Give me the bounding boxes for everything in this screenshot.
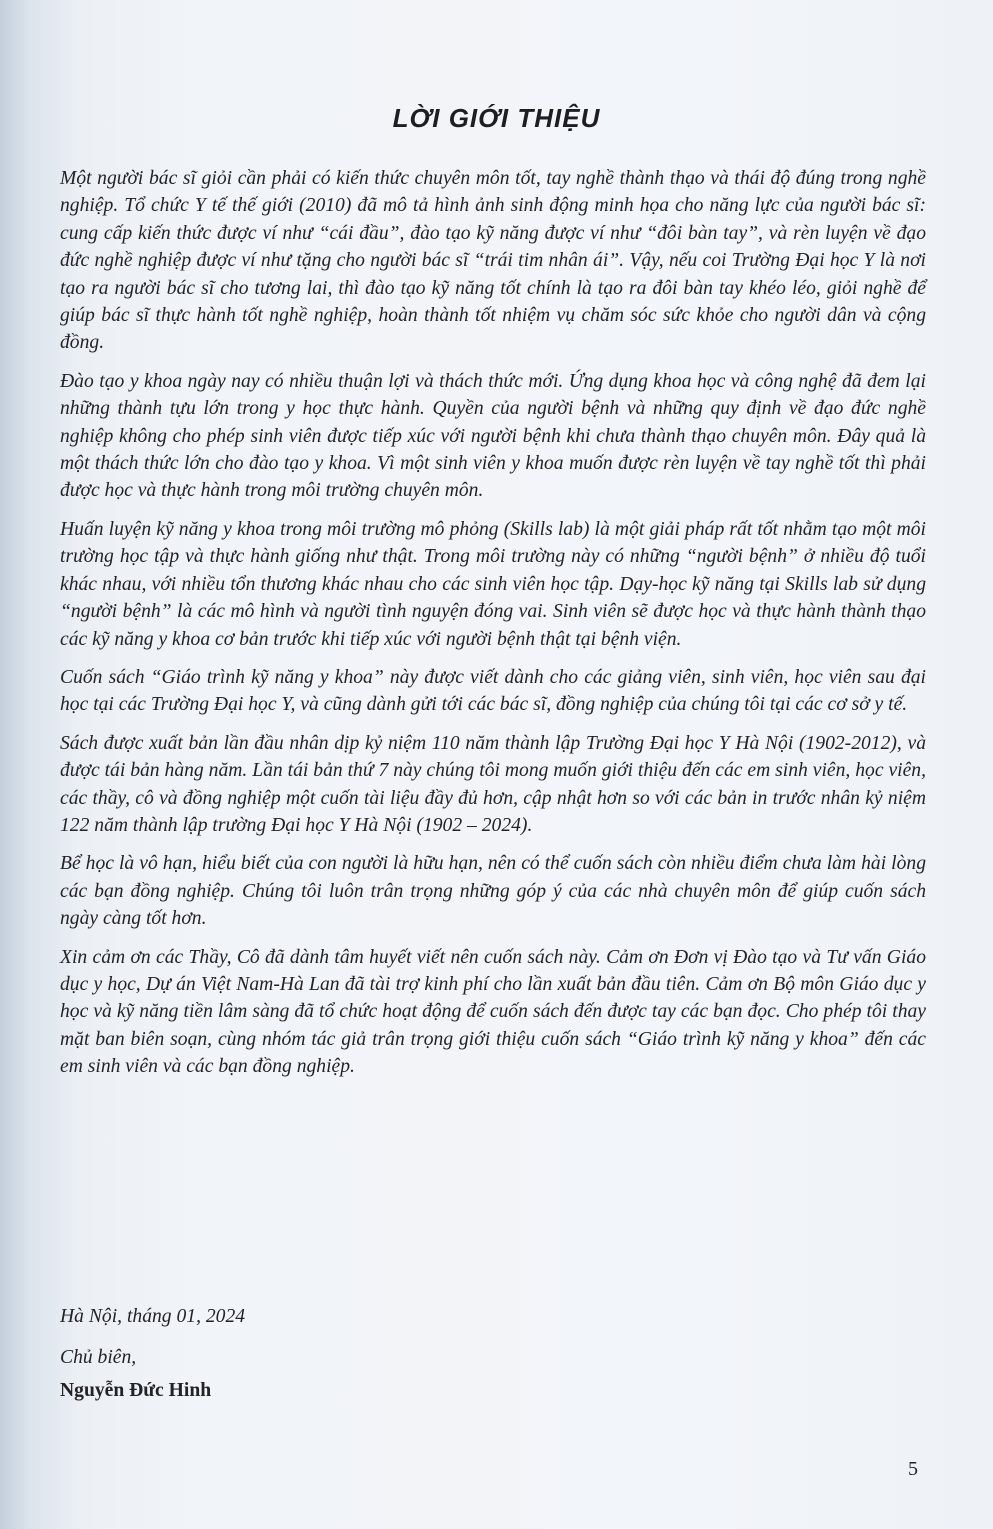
signature-name: Nguyễn Đức Hinh (60, 1380, 212, 1401)
signature-role: Chủ biên, (60, 1347, 137, 1368)
paragraph: Huấn luyện kỹ năng y khoa trong môi trường mô phỏng (Skills lab) là một giải pháp rất tốt nhằm tạo một môi trường học tập và thực hành giống như thật. Trong môi trường này có những “người bệnh” ở nhiều độ tuổi khác nhau, với nhiều tổn thương khác nhau cho các sinh viên học tập. Dạy-học kỹ năng tại Skills lab sử dụng “người bệnh” là các mô hình và người tình nguyện đóng vai. Sinh viên sẽ được học và thực hành thành thạo các kỹ năng y khoa cơ bản trước khi tiếp xúc với người bệnh thật tại bệnh viện. (60, 518, 926, 650)
body-text (60, 165, 926, 1092)
paragraph: Bể học là vô hạn, hiểu biết của con người là hữu hạn, nên có thể cuốn sách còn nhiều điểm chưa làm hài lòng các bạn đồng nghiệp. Chúng tôi luôn trân trọng những góp ý của các nhà chuyên môn để giúp cuốn sách ngày càng tốt hơn. (60, 853, 926, 930)
signature-place-date: Hà Nội, tháng 01, 2024 (60, 1306, 246, 1327)
paragraph: Sách được xuất bản lần đầu nhân dịp kỷ niệm 110 năm thành lập Trường Đại học Y Hà Nội (1902-2012), và được tái bản hàng năm. Lần tái bản thứ 7 này chúng tôi mong muốn giới thiệu đến các em sinh viên, học viên, các thầy, cô và đồng nghiệp một cuốn tài liệu đầy đủ hơn, cập nhật hơn so với các bản in trước nhân kỷ niệm 122 năm thành lập trường Đại học Y Hà Nội (1902 – 2024). (60, 732, 926, 836)
page-number: 5 (908, 1458, 918, 1480)
paragraph: Đào tạo y khoa ngày nay có nhiều thuận lợi và thách thức mới. Ứng dụng khoa học và công nghệ đã đem lại những thành tựu lớn trong y học thực hành. Quyền của người bệnh và những quy định về đạo đức nghề nghiệp không cho phép sinh viên được tiếp xúc với người bệnh khi chưa thành thạo chuyên môn. Đây quả là một thách thức lớn cho đào tạo y khoa. Vì một sinh viên y khoa muốn được rèn luyện về tay nghề tốt thì phải được học và thực hành trong môi trường chuyên môn. (60, 370, 926, 502)
paragraph: Xin cảm ơn các Thầy, Cô đã dành tâm huyết viết nên cuốn sách này. Cảm ơn Đơn vị Đào tạo và Tư vấn Giáo dục y học, Dự án Việt Nam-Hà Lan đã tài trợ kinh phí cho lần xuất bản đầu tiên. Cảm ơn Bộ môn Giáo dục y học và kỹ năng tiền lâm sàng đã tổ chức hoạt động để cuốn sách đến được tay các bạn đọc. Cho phép tôi thay mặt ban biên soạn, cùng nhóm tác giả trân trọng giới thiệu cuốn sách “Giáo trình kỹ năng y khoa” đến các em sinh viên và các bạn đồng nghiệp. (60, 946, 926, 1078)
page-title: LỜI GIỚI THIỆU (392, 103, 601, 133)
paragraph: Cuốn sách “Giáo trình kỹ năng y khoa” này được viết dành cho các giảng viên, sinh viên, học viên sau đại học tại các Trường Đại học Y, và cũng dành gửi tới các bác sĩ, đồng nghiệp của chúng tôi tại các cơ sở y tế. (60, 666, 926, 716)
paragraph: Một người bác sĩ giỏi cần phải có kiến thức chuyên môn tốt, tay nghề thành thạo và thái độ đúng trong nghề nghiệp. Tổ chức Y tế thế giới (2010) đã mô tả hình ảnh sinh động minh họa cho năng lực của người bác sĩ: cung cấp kiến thức được ví như “cái đầu”, đào tạo kỹ năng được ví như “đôi bàn tay”, và rèn luyện về đạo đức nghề nghiệp được ví như tặng cho người bác sĩ “trái tim nhân ái”. Vậy, nếu coi Trường Đại học Y là nơi tạo ra người bác sĩ cho tương lai, thì đào tạo kỹ năng tốt chính là tạo ra đôi bàn tay khéo léo, giỏi nghề để giúp bác sĩ thực hành tốt nghề nghiệp, hoàn thành tốt nhiệm vụ chăm sóc sức khỏe cho người dân và cộng đồng. (60, 168, 926, 354)
